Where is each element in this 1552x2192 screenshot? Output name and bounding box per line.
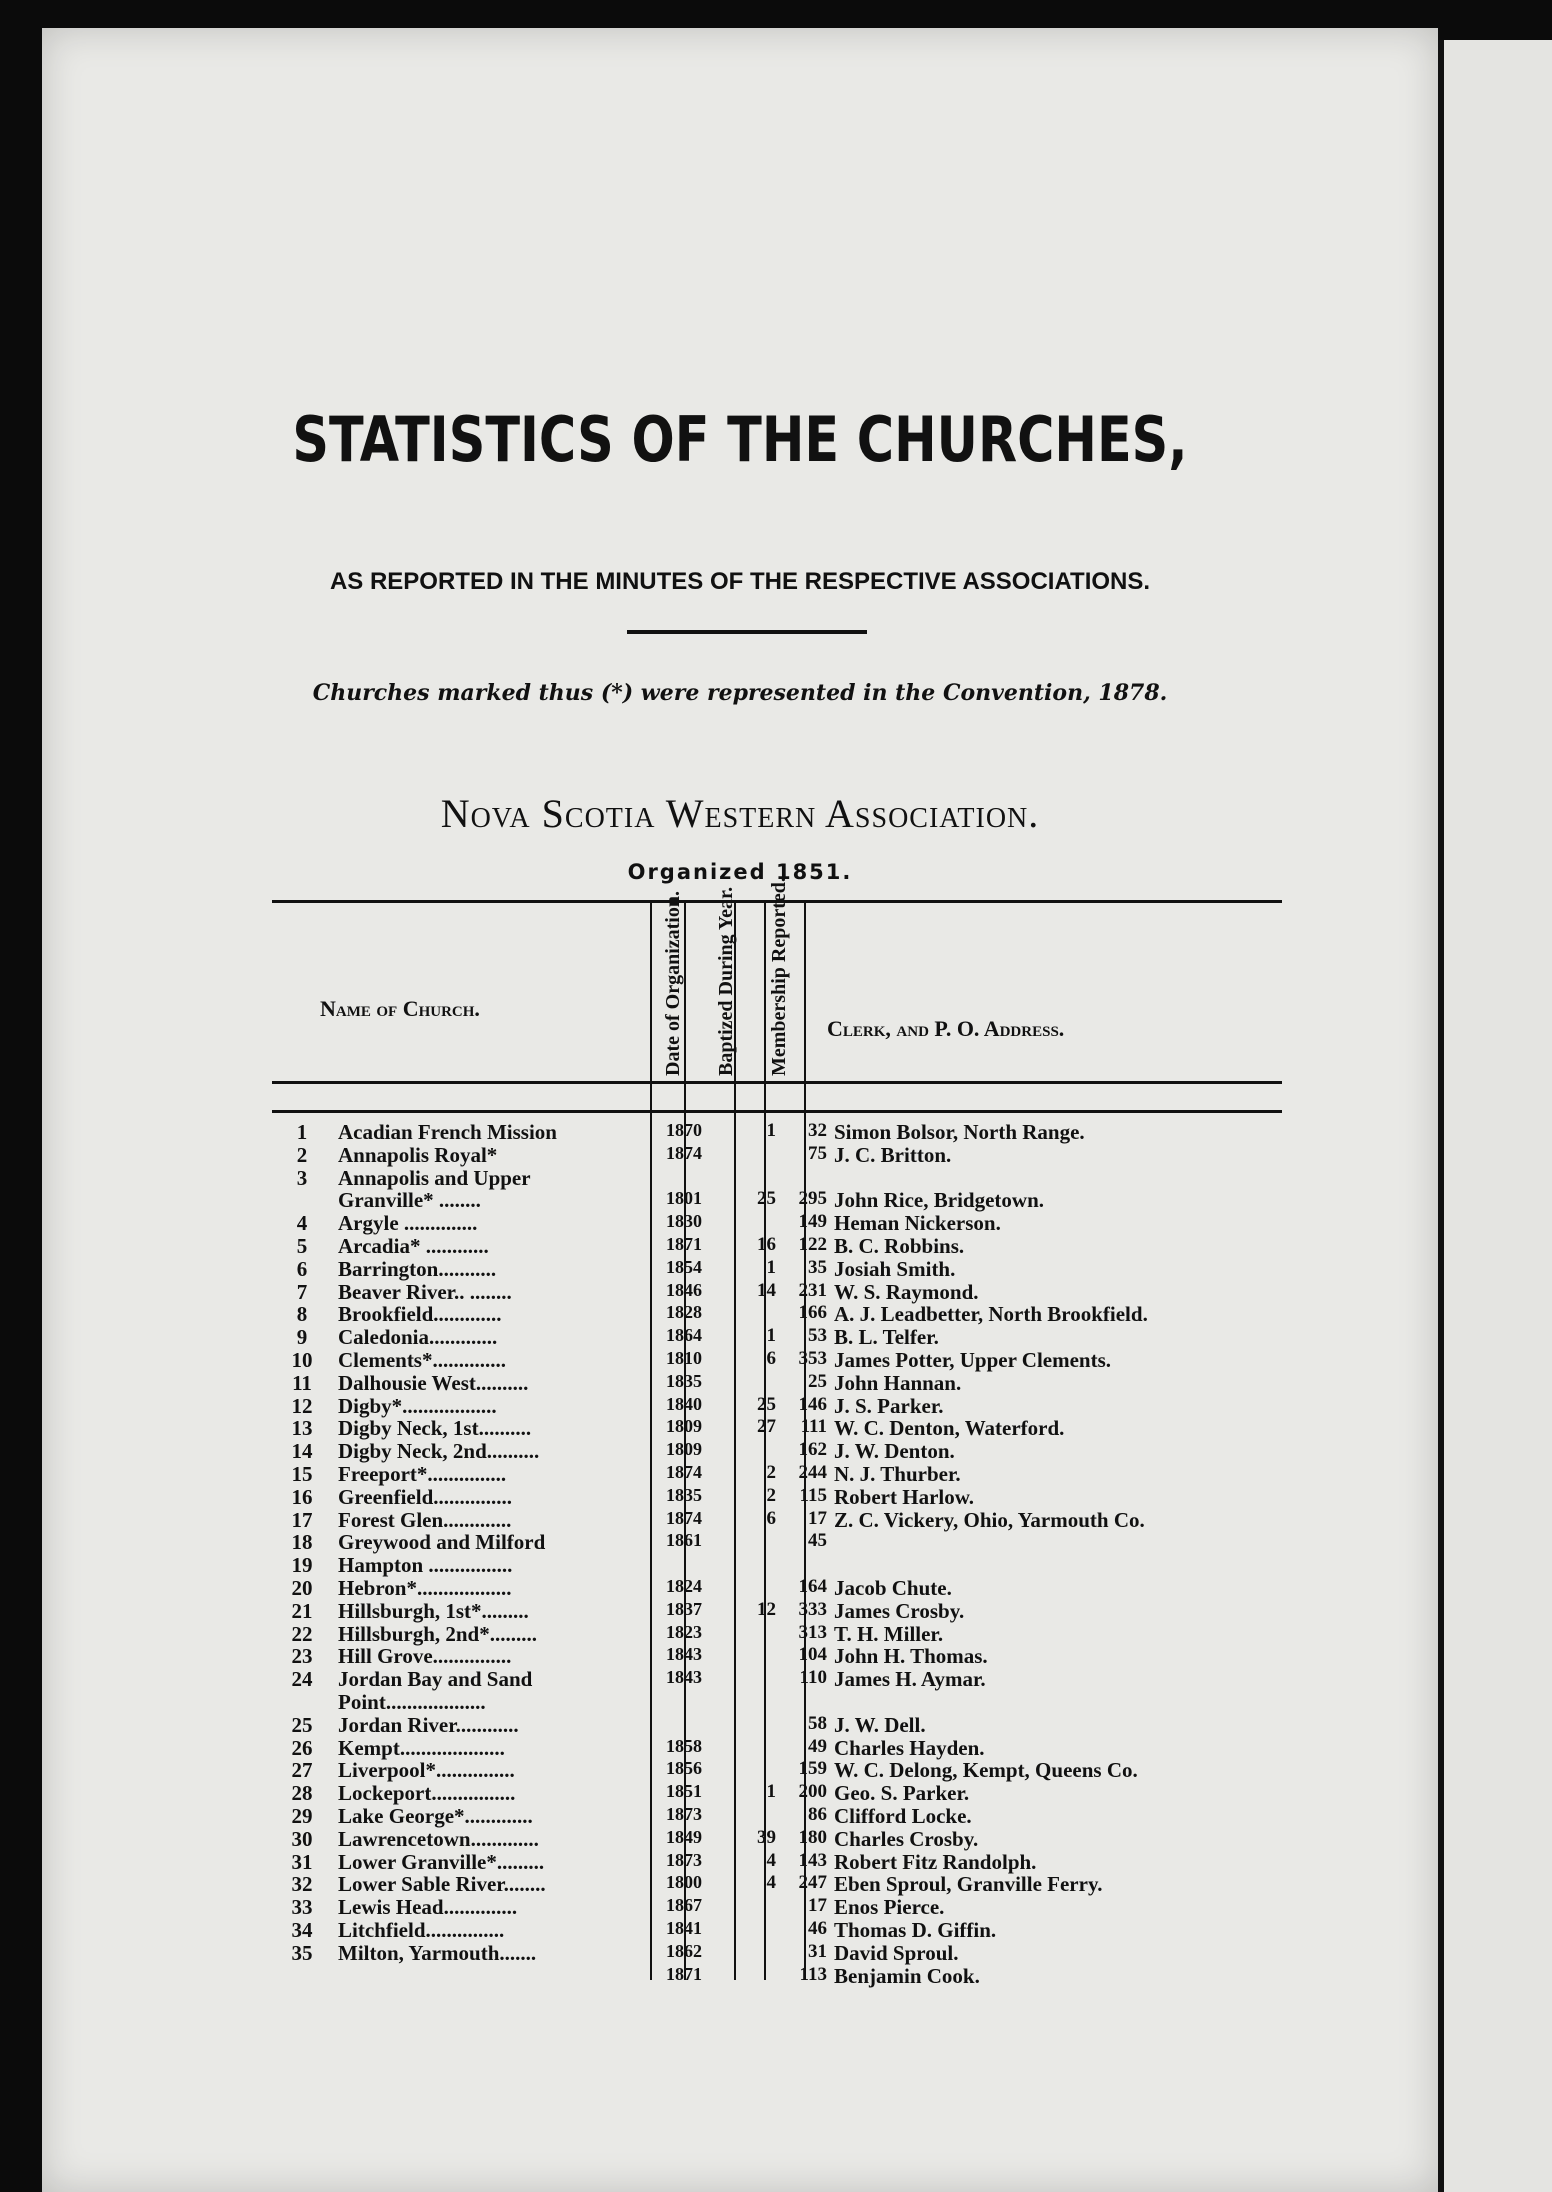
organization-date: 1835: [666, 1370, 702, 1391]
church-name: Hill Grove...............: [338, 1644, 512, 1669]
row-number: 11: [292, 1370, 312, 1395]
membership-count: 115: [799, 1484, 827, 1506]
membership-count: 313: [798, 1621, 827, 1643]
document-page: [42, 28, 1438, 2192]
church-name: Acadian French Mission: [338, 1120, 557, 1144]
clerk-address: Robert Fitz Randolph.: [834, 1849, 1037, 1874]
clerk-address: N. J. Thurber.: [834, 1462, 961, 1486]
header-church-name: Name of Church.: [320, 996, 480, 1021]
membership-count: 162: [798, 1439, 827, 1461]
row-number: 26: [291, 1735, 313, 1760]
membership-count: 353: [798, 1348, 827, 1369]
table-row: [272, 1257, 1322, 1279]
table-row: [272, 1325, 1322, 1350]
row-number: 10: [291, 1348, 313, 1372]
organization-date: 1858: [666, 1735, 702, 1756]
membership-count: 180: [798, 1826, 827, 1848]
header-clerk-address: Clerk, and P. O. Address.: [827, 1016, 1065, 1041]
clerk-address: Charles Crosby.: [834, 1826, 979, 1851]
church-name: Argyle ..............: [338, 1211, 478, 1236]
table-row: [272, 1758, 1322, 1783]
header-bottom-rule: [272, 1110, 1282, 1113]
membership-count: 146: [798, 1393, 827, 1415]
organization-date: 1862: [666, 1940, 702, 1961]
row-number: 20: [291, 1576, 313, 1600]
membership-count: 110: [799, 1667, 827, 1689]
church-name: Milton, Yarmouth.......: [338, 1940, 537, 1965]
table-row: [272, 1941, 1322, 1963]
row-number: 22: [291, 1621, 313, 1646]
organization-date: 1800: [666, 1872, 702, 1893]
baptized-count: 4: [766, 1872, 776, 1894]
organization-date: 1840: [666, 1393, 702, 1414]
clerk-address: Clifford Locke.: [834, 1804, 972, 1828]
church-name: Point...................: [338, 1690, 486, 1714]
church-name: Hampton ................: [338, 1553, 513, 1578]
church-name: Lawrencetown.............: [338, 1826, 539, 1851]
table-row: [272, 1713, 1322, 1735]
row-number: 28: [291, 1781, 313, 1806]
row-number: 4: [296, 1211, 308, 1236]
organization-date: 1854: [666, 1256, 702, 1277]
clerk-address: Josiah Smith.: [834, 1256, 956, 1281]
table-row: [272, 1211, 1322, 1236]
table-row: [272, 1667, 1322, 1692]
organization-date: 1874: [666, 1507, 702, 1528]
baptized-count: 14: [757, 1279, 776, 1301]
header-baptized: Baptized During Year.: [715, 886, 737, 1076]
membership-count: 295: [798, 1188, 827, 1210]
table-row: [272, 1918, 1322, 1940]
church-name: Forest Glen.............: [338, 1507, 512, 1532]
organization-date: 1851: [666, 1781, 702, 1802]
clerk-address: A. J. Leadbetter, North Brookfield.: [834, 1302, 1148, 1327]
membership-count: 75: [808, 1142, 827, 1164]
clerk-address: Simon Bolsor, North Range.: [834, 1120, 1085, 1144]
row-number: 21: [291, 1598, 313, 1623]
baptized-count: 6: [766, 1507, 776, 1529]
header-membership: Membership Reported.: [768, 877, 790, 1076]
row-number: 29: [291, 1804, 313, 1828]
organization-date: 1810: [666, 1348, 702, 1368]
organization-date: 1861: [666, 1530, 702, 1551]
representation-note: Churches marked thus (*) were represented in the Convention, 1878.: [312, 680, 1168, 706]
organization-date: 1823: [666, 1621, 702, 1642]
clerk-address: John H. Thomas.: [834, 1644, 988, 1669]
church-name: Freeport*...............: [338, 1462, 507, 1486]
church-name: Digby Neck, 1st..........: [338, 1416, 532, 1441]
clerk-address: Robert Harlow.: [834, 1484, 974, 1509]
row-number: 8: [296, 1302, 308, 1327]
baptized-count: 25: [757, 1188, 776, 1210]
table-row: [272, 1462, 1322, 1484]
organization-date: 1809: [666, 1416, 702, 1437]
church-name: Digby*..................: [338, 1393, 497, 1418]
church-name: Kempt....................: [338, 1735, 505, 1760]
table-row: [272, 1530, 1322, 1555]
membership-count: 149: [798, 1211, 827, 1233]
membership-count: 104: [798, 1644, 827, 1666]
association-heading: Nova Scotia Western Association.: [440, 791, 1040, 836]
membership-count: 113: [799, 1963, 827, 1985]
baptized-count: 2: [766, 1484, 776, 1506]
church-name: Jordan River............: [338, 1712, 519, 1737]
clerk-address: J. C. Britton.: [834, 1142, 952, 1167]
row-number: 34: [291, 1918, 313, 1942]
baptized-count: 1: [766, 1325, 776, 1347]
clerk-address: B. L. Telfer.: [834, 1325, 939, 1350]
table-row: [272, 1644, 1322, 1669]
baptized-count: 1: [766, 1256, 776, 1278]
membership-count: 49: [808, 1735, 827, 1757]
church-name: Lake George*.............: [338, 1804, 533, 1828]
organization-date: 1864: [666, 1325, 702, 1346]
header-bottom-rule: [272, 1081, 1282, 1084]
clerk-address: John Rice, Bridgetown.: [834, 1188, 1044, 1213]
clerk-address: James Crosby.: [834, 1598, 965, 1623]
organization-date: 1873: [666, 1804, 702, 1824]
table-row: [272, 1394, 1322, 1416]
organization-date: 1874: [666, 1142, 702, 1163]
row-number: 13: [291, 1416, 313, 1441]
organization-date: 1828: [666, 1302, 702, 1323]
row-number: 25: [291, 1712, 313, 1737]
baptized-count: 2: [766, 1462, 776, 1483]
table-row: [272, 1576, 1322, 1598]
church-name: Lockeport................: [338, 1781, 516, 1806]
organization-date: 1871: [666, 1234, 702, 1254]
church-name: Caledonia.............: [338, 1325, 498, 1350]
clerk-address: Z. C. Vickery, Ohio, Yarmouth Co.: [834, 1507, 1145, 1532]
table-row: [272, 1804, 1322, 1826]
clerk-address: James H. Aymar.: [834, 1667, 986, 1692]
membership-count: 244: [798, 1462, 827, 1483]
church-name: Hillsburgh, 2nd*.........: [338, 1621, 537, 1646]
baptized-count: 16: [757, 1234, 776, 1255]
row-number: 30: [291, 1826, 313, 1851]
organization-date: 1871: [666, 1963, 702, 1984]
page-subtitle: AS REPORTED IN THE MINUTES OF THE RESPECTIVE ASSOCIATIONS.: [329, 568, 1151, 595]
church-name: Greenfield...............: [338, 1484, 513, 1509]
church-name: Lower Granville*.........: [338, 1849, 545, 1874]
church-name: Jordan Bay and Sand: [338, 1667, 533, 1692]
divider: [627, 630, 867, 634]
membership-count: 333: [798, 1598, 827, 1620]
membership-count: 25: [808, 1370, 827, 1392]
baptized-count: 4: [766, 1849, 776, 1871]
baptized-count: 27: [757, 1416, 776, 1438]
row-number: 2: [296, 1142, 308, 1167]
membership-count: 164: [798, 1576, 827, 1597]
clerk-address: Geo. S. Parker.: [834, 1781, 970, 1806]
church-name: Annapolis Royal*: [338, 1142, 498, 1167]
church-name: Lewis Head..............: [338, 1895, 518, 1920]
row-number: 5: [296, 1234, 308, 1258]
church-name: Greywood and Milford: [338, 1530, 546, 1555]
clerk-address: James Potter, Upper Clements.: [834, 1348, 1112, 1372]
table-row: [272, 1280, 1322, 1302]
baptized-count: 6: [766, 1348, 776, 1369]
clerk-address: B. C. Robbins.: [834, 1234, 965, 1258]
clerk-address: W. C. Delong, Kempt, Queens Co.: [834, 1758, 1138, 1783]
organized-line: Organized 1851.: [627, 860, 853, 884]
baptized-count: 1: [766, 1781, 776, 1803]
table-row: [272, 1166, 1322, 1188]
table-row: [272, 1143, 1322, 1165]
row-number: 3: [296, 1165, 308, 1190]
church-name: Clements*..............: [338, 1348, 506, 1372]
clerk-address: W. S. Raymond.: [834, 1279, 979, 1304]
baptized-count: 39: [757, 1826, 776, 1848]
table-row: [272, 1416, 1322, 1441]
membership-count: 35: [808, 1256, 827, 1278]
membership-count: 17: [808, 1507, 827, 1529]
membership-count: 247: [798, 1872, 827, 1894]
table-row: [272, 1872, 1322, 1897]
table-row: [272, 1553, 1322, 1578]
clerk-address: J. W. Dell.: [834, 1712, 926, 1737]
table-row: [272, 1599, 1322, 1621]
table-row: [272, 1120, 1322, 1142]
clerk-address: J. W. Denton.: [834, 1439, 955, 1464]
clerk-address: Heman Nickerson.: [834, 1211, 1001, 1236]
row-number: 32: [291, 1872, 313, 1897]
church-name: Barrington...........: [338, 1256, 497, 1281]
table-row: [272, 1485, 1322, 1507]
church-name: Brookfield.............: [338, 1302, 502, 1327]
row-number: 17: [291, 1507, 313, 1532]
organization-date: 1801: [666, 1188, 702, 1209]
clerk-address: Enos Pierce.: [834, 1895, 945, 1920]
organization-date: 1867: [666, 1895, 702, 1916]
page-title: STATISTICS OF THE CHURCHES,: [292, 403, 1188, 476]
organization-date: 1843: [666, 1667, 702, 1688]
church-name: Litchfield...............: [338, 1918, 505, 1942]
organization-date: 1846: [666, 1279, 702, 1300]
clerk-address: John Hannan.: [834, 1370, 962, 1395]
church-name: Liverpool*...............: [338, 1758, 515, 1783]
table-row: [272, 1690, 1322, 1712]
membership-count: 53: [808, 1325, 827, 1347]
header-date-organization: Date of Organization.: [662, 891, 684, 1076]
row-number: 18: [291, 1530, 313, 1555]
row-number: 31: [291, 1849, 313, 1874]
row-number: 33: [291, 1895, 313, 1920]
row-number: 16: [291, 1484, 313, 1509]
row-number: 1: [296, 1120, 308, 1144]
church-name: Granville* ........: [338, 1188, 481, 1213]
membership-count: 111: [800, 1416, 827, 1438]
organization-date: 1809: [666, 1439, 702, 1460]
facing-page-edge: [1438, 40, 1552, 2192]
row-number: 23: [291, 1644, 313, 1669]
clerk-address: Jacob Chute.: [834, 1576, 952, 1600]
organization-date: 1830: [666, 1211, 702, 1232]
clerk-address: Thomas D. Giffin.: [834, 1918, 997, 1942]
membership-count: 46: [808, 1918, 827, 1939]
table-row: [272, 1439, 1322, 1464]
row-number: 24: [291, 1667, 313, 1692]
row-number: 35: [291, 1940, 313, 1965]
organization-date: 1837: [666, 1598, 702, 1619]
church-name: Hillsburgh, 1st*.........: [338, 1598, 529, 1623]
row-number: 7: [296, 1279, 308, 1304]
row-number: 6: [296, 1256, 308, 1281]
clerk-address: David Sproul.: [834, 1940, 959, 1965]
baptized-count: 25: [757, 1393, 776, 1415]
church-name: Lower Sable River........: [338, 1872, 546, 1897]
church-name: Beaver River.. ........: [338, 1279, 512, 1304]
table-row: [272, 1188, 1322, 1213]
row-number: 27: [291, 1758, 313, 1783]
table-row: [272, 1622, 1322, 1644]
membership-count: 32: [808, 1120, 827, 1141]
membership-count: 86: [808, 1804, 827, 1825]
table-row: [272, 1234, 1322, 1256]
table-row: [272, 1895, 1322, 1920]
organization-date: 1824: [666, 1576, 702, 1596]
row-number: 19: [291, 1553, 313, 1578]
clerk-address: Charles Hayden.: [834, 1735, 985, 1760]
row-number: 12: [291, 1393, 313, 1418]
table-row: [272, 1781, 1322, 1806]
organization-date: 1849: [666, 1826, 702, 1847]
organization-date: 1835: [666, 1484, 702, 1505]
table-row: [272, 1371, 1322, 1393]
membership-count: 122: [798, 1234, 827, 1255]
church-name: Dalhousie West..........: [338, 1370, 529, 1395]
table-row: [272, 1348, 1322, 1370]
clerk-address: Eben Sproul, Granville Ferry.: [834, 1872, 1103, 1897]
table-row: [272, 1827, 1322, 1849]
clerk-address: J. S. Parker.: [834, 1393, 944, 1418]
baptized-count: 1: [766, 1120, 776, 1141]
organization-date: 1873: [666, 1849, 702, 1870]
table-row: [272, 1302, 1322, 1327]
organization-date: 1843: [666, 1644, 702, 1665]
organization-date: 1874: [666, 1462, 702, 1482]
clerk-address: T. H. Miller.: [834, 1621, 944, 1646]
table-row: [272, 1964, 1322, 1986]
clerk-address: W. C. Denton, Waterford.: [834, 1416, 1065, 1441]
church-name: Hebron*..................: [338, 1576, 512, 1600]
membership-count: 31: [808, 1940, 827, 1962]
membership-count: 58: [808, 1712, 827, 1734]
membership-count: 17: [808, 1895, 827, 1917]
church-name: Arcadia* ............: [338, 1234, 489, 1258]
membership-count: 159: [798, 1758, 827, 1780]
organization-date: 1856: [666, 1758, 702, 1779]
membership-count: 200: [798, 1781, 827, 1803]
organization-date: 1841: [666, 1918, 702, 1938]
table-row: [272, 1850, 1322, 1872]
table-row: [272, 1736, 1322, 1758]
membership-count: 166: [798, 1302, 827, 1324]
baptized-count: 12: [757, 1598, 776, 1620]
church-name: Annapolis and Upper: [338, 1165, 531, 1190]
row-number: 15: [291, 1462, 313, 1486]
row-number: 9: [296, 1325, 308, 1350]
membership-count: 45: [808, 1530, 827, 1552]
row-number: 14: [291, 1439, 313, 1464]
church-name: Digby Neck, 2nd..........: [338, 1439, 540, 1464]
membership-count: 143: [798, 1849, 827, 1871]
clerk-address: Benjamin Cook.: [834, 1963, 980, 1988]
membership-count: 231: [798, 1279, 827, 1301]
organization-date: 1870: [666, 1120, 702, 1140]
table-row: [272, 1508, 1322, 1530]
